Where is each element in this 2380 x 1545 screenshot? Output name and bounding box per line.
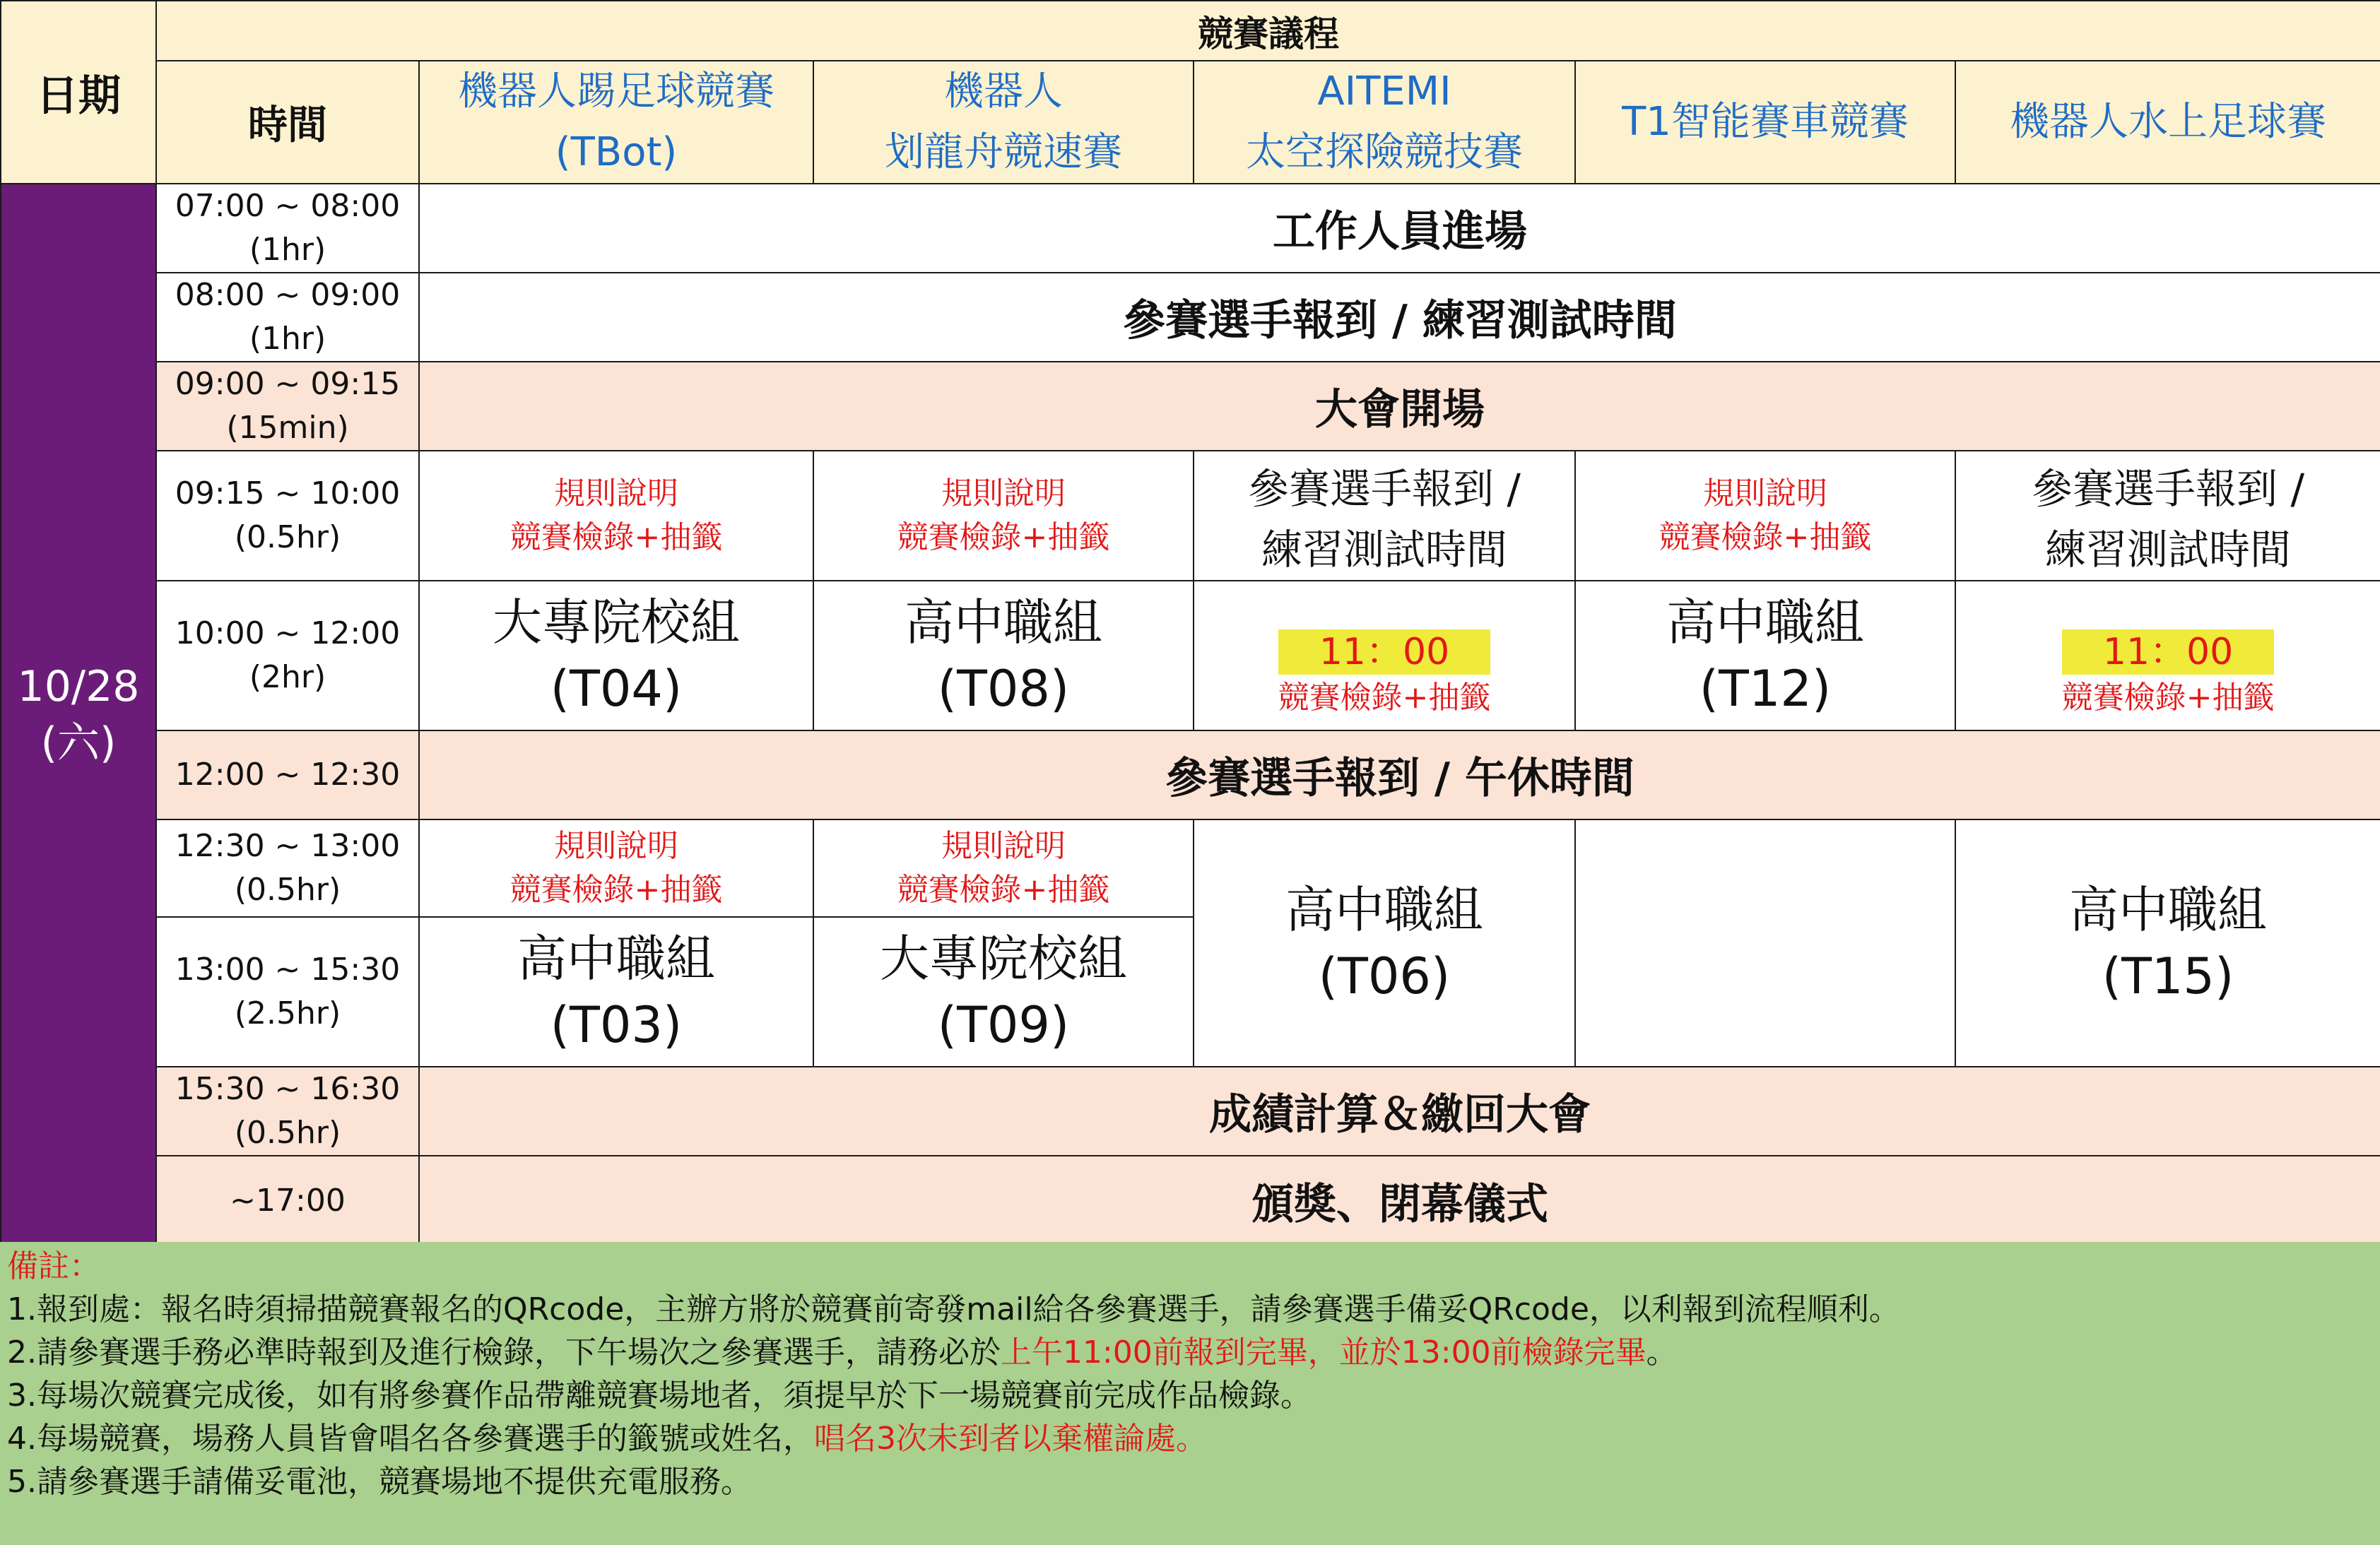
time-range: 09:15 ~ 10:00	[175, 475, 401, 511]
date-header: 日期	[1, 1, 156, 184]
competition-name-line2: 划龍舟競速賽	[885, 129, 1122, 175]
inspection-text: 競賽檢錄+抽籤	[897, 872, 1110, 908]
note-4-emphasis: 唱名3次未到者以棄權論處。	[813, 1421, 1207, 1457]
group-cell-t09	[813, 917, 1194, 1067]
group-cell-t03	[419, 917, 813, 1067]
time-range: 13:00 ~ 15:30	[175, 952, 401, 988]
time-slot	[156, 273, 419, 362]
date-value: 10/28	[17, 661, 140, 711]
rules-text: 規則說明	[554, 828, 678, 864]
time-duration: (0.5hr)	[234, 872, 341, 908]
group-name: 大專院校組	[880, 930, 1127, 988]
competition-name: AITEMI	[1317, 69, 1451, 114]
group-name: 高中職組	[1285, 881, 1483, 939]
rules-text: 規則說明	[1703, 475, 1827, 511]
span-staff-entry: 工作人員進場	[419, 184, 2380, 273]
group-cell-t06	[1194, 819, 1575, 1067]
rules-inspection-cell	[419, 451, 813, 581]
checkin-text: 參賽選手報到 /	[1248, 465, 1521, 513]
time-slot	[156, 1156, 419, 1245]
competition-name: 機器人	[944, 69, 1063, 114]
time-range: 12:30 ~ 13:00	[175, 828, 401, 864]
competition-header-dragon-boat	[813, 61, 1194, 184]
rules-text: 規則說明	[554, 475, 678, 511]
competition-header-water-soccer	[1955, 61, 2380, 184]
time-slot	[156, 362, 419, 451]
span-closing: 頒獎、閉幕儀式	[419, 1156, 2380, 1245]
group-code: (T04)	[550, 660, 683, 718]
span-scoring: 成績計算＆繳回大會	[419, 1067, 2380, 1156]
empty-cell	[1575, 819, 1955, 1067]
checkin-practice-cell	[1955, 451, 2380, 581]
time-range: 10:00 ~ 12:00	[175, 615, 401, 651]
group-name: 高中職組	[905, 593, 1102, 651]
time-duration: (2.5hr)	[234, 995, 341, 1031]
group-name: 高中職組	[2069, 881, 2268, 939]
highlighted-time: 11：00	[1278, 629, 1490, 675]
competition-name: 機器人踢足球競賽	[458, 69, 774, 114]
time-slot	[156, 184, 419, 273]
note-2	[7, 1331, 2380, 1374]
group-code: (T03)	[550, 996, 683, 1054]
note-2-text: 2.請參賽選手務必準時報到及進行檢錄，下午場次之參賽選手，請務必於	[7, 1334, 1001, 1371]
time-duration: (2hr)	[249, 659, 326, 695]
inspection-text: 競賽檢錄+抽籤	[1278, 680, 1491, 716]
competition-header-t1-racing	[1575, 61, 1955, 184]
time-slot	[156, 730, 419, 819]
note-2-emphasis: 上午11:00前報到完畢，並於13:00前檢錄完畢	[1000, 1334, 1646, 1371]
group-code: (T09)	[937, 996, 1070, 1054]
weekday: (六)	[40, 718, 117, 768]
time-slot	[156, 819, 419, 917]
inspection-text: 競賽檢錄+抽籤	[509, 872, 723, 908]
time-slot	[156, 581, 419, 730]
span-checkin-practice: 參賽選手報到 / 練習測試時間	[419, 273, 2380, 362]
time-slot	[156, 451, 419, 581]
time-duration: (0.5hr)	[234, 519, 341, 555]
group-cell-t04	[419, 581, 813, 730]
notes-panel	[0, 1242, 2380, 1545]
group-cell-t08	[813, 581, 1194, 730]
time-duration: (1hr)	[249, 232, 326, 268]
inspection-time-cell	[1955, 581, 2380, 730]
inspection-text: 競賽檢錄+抽籤	[2061, 680, 2275, 716]
inspection-text: 競賽檢錄+抽籤	[509, 519, 723, 555]
note-1: 1.報到處：報名時須掃描競賽報名的QRcode，主辦方將於競賽前寄發mail給各參賽選手，請參賽選手備妥QRcode，以利報到流程順利。	[7, 1291, 1900, 1327]
inspection-text: 競賽檢錄+抽籤	[1659, 519, 1872, 555]
span-lunch: 參賽選手報到 / 午休時間	[419, 730, 2380, 819]
checkin-practice-cell	[1194, 451, 1575, 581]
inspection-time-cell	[1194, 581, 1575, 730]
note-4	[7, 1417, 2380, 1460]
group-name: 大專院校組	[493, 593, 740, 651]
group-code: (T08)	[937, 660, 1070, 718]
time-duration: (15min)	[226, 410, 349, 446]
practice-text: 練習測試時間	[2045, 526, 2292, 574]
time-range: 07:00 ~ 08:00	[175, 188, 401, 224]
note-5: 5.請參賽選手請備妥電池，競賽場地不提供充電服務。	[7, 1464, 752, 1500]
rules-inspection-cell	[813, 819, 1194, 917]
practice-text: 練習測試時間	[1261, 526, 1507, 574]
time-range: 08:00 ~ 09:00	[175, 277, 401, 313]
group-name: 高中職組	[517, 930, 715, 988]
rules-text: 規則說明	[941, 828, 1066, 864]
rules-inspection-cell	[1575, 451, 1955, 581]
group-name: 高中職組	[1666, 593, 1864, 651]
time-range: 12:00 ~ 12:30	[175, 757, 401, 793]
group-code: (T12)	[1699, 660, 1832, 718]
time-range: ~17:00	[230, 1182, 346, 1219]
rules-inspection-cell	[813, 451, 1194, 581]
group-code: (T06)	[1318, 947, 1451, 1005]
checkin-text: 參賽選手報到 /	[2032, 465, 2305, 513]
note-2-end: 。	[1646, 1334, 1678, 1371]
time-duration: (0.5hr)	[234, 1115, 341, 1151]
notes-title: 備註：	[7, 1248, 100, 1284]
group-code: (T15)	[2102, 947, 2234, 1005]
time-duration: (1hr)	[249, 321, 326, 357]
time-slot	[156, 1067, 419, 1156]
competition-header-tbot	[419, 61, 813, 184]
competition-name: 機器人水上足球賽	[2010, 99, 2327, 145]
competition-code: (TBot)	[555, 129, 678, 175]
note-4-text: 4.每場競賽，場務人員皆會唱名各參賽選手的籤號或姓名，	[7, 1421, 814, 1457]
group-cell-t15	[1955, 819, 2380, 1067]
rules-text: 規則說明	[941, 475, 1066, 511]
date-cell	[1, 184, 156, 1245]
rules-inspection-cell	[419, 819, 813, 917]
time-range: 15:30 ~ 16:30	[175, 1071, 401, 1107]
time-range: 09:00 ~ 09:15	[175, 366, 401, 402]
schedule-header: 競賽議程	[156, 1, 2380, 61]
group-cell-t12	[1575, 581, 1955, 730]
time-slot	[156, 917, 419, 1067]
highlighted-time: 11：00	[2062, 629, 2274, 675]
competition-name-line2: 太空探險競技賽	[1246, 129, 1523, 175]
note-3: 3.每場次競賽完成後，如有將參賽作品帶離競賽場地者，須提早於下一場競賽前完成作品檢錄。	[7, 1378, 1312, 1414]
inspection-text: 競賽檢錄+抽籤	[897, 519, 1110, 555]
competition-header-aitemi	[1194, 61, 1575, 184]
time-header: 時間	[156, 61, 419, 184]
competition-name: T1智能賽車競賽	[1622, 99, 1909, 145]
span-opening: 大會開場	[419, 362, 2380, 451]
